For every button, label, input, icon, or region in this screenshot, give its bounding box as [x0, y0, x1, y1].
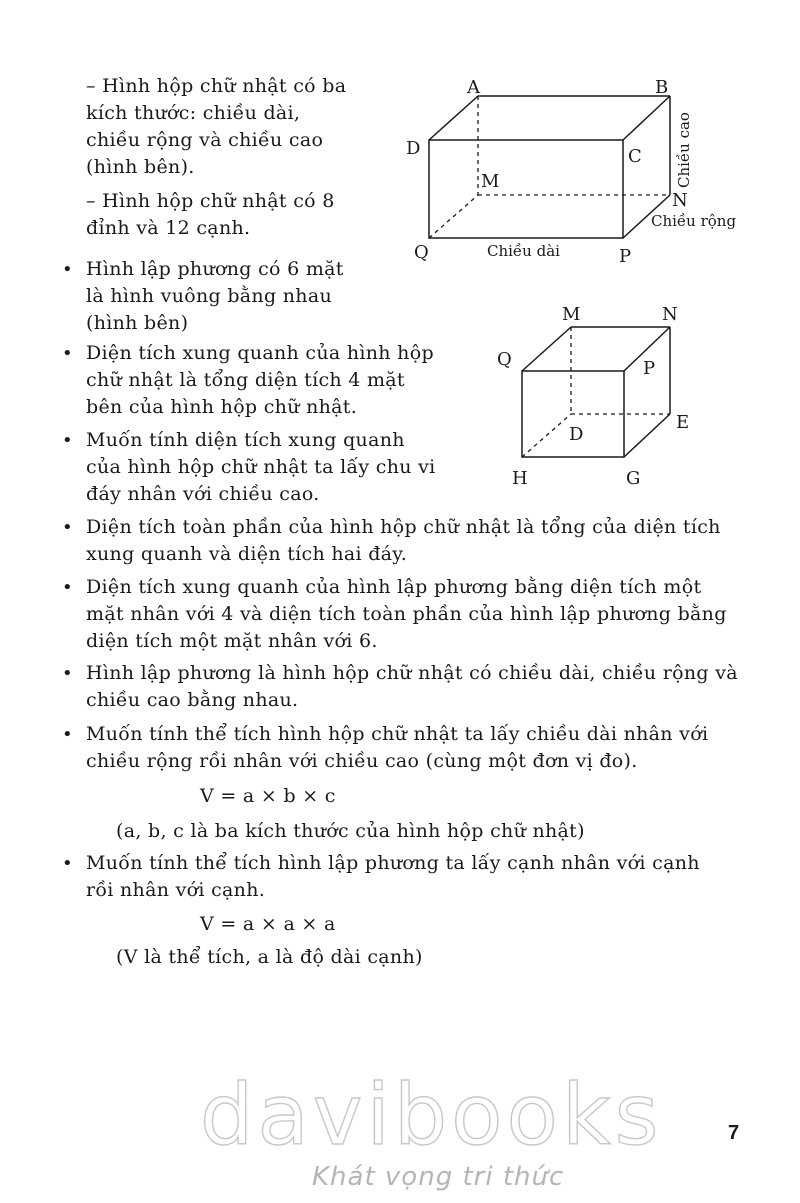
- bullet-cube-is-box: Hình lập phương là hình hộp chữ nhật có chiều dài, chiều rộng và chiều cao bằng nhau.: [86, 662, 738, 711]
- watermark-tagline: Khát vọng tri thức: [312, 1162, 565, 1192]
- formula-cube-note: (V là thể tích, a là độ dài cạnh): [116, 946, 423, 968]
- bullet-marker: •: [62, 517, 73, 538]
- bullet-box-total-area: Diện tích toàn phần của hình hộp chữ nhật là tổng của diện tích xung quanh và diện tích hai đáy.: [86, 516, 721, 565]
- page-number: 7: [728, 1122, 740, 1144]
- figure-rectangular-box: [400, 70, 760, 270]
- cube-vertex-H: H: [512, 468, 528, 489]
- bullet-box-volume-rule: Muốn tính thể tích hình hộp chữ nhật ta lấy chiều dài nhân với chiều rộng rồi nhân với chiều cao (cùng một đơn vị đo).: [86, 723, 709, 772]
- bullet-cube-volume-rule: Muốn tính thể tích hình lập phương ta lấy cạnh nhân với cạnh rồi nhân với cạnh.: [86, 852, 700, 901]
- box-label-height: Chiều cao: [675, 112, 693, 188]
- box-vertex-A: A: [467, 77, 480, 98]
- box-vertex-B: B: [655, 77, 669, 98]
- box-vertex-M: M: [481, 171, 500, 192]
- watermark-brand: davibooks: [200, 1066, 663, 1164]
- box-label-length: Chiều dài: [487, 242, 560, 260]
- box-vertex-N: N: [672, 190, 688, 211]
- intro-box-vertices-edges: – Hình hộp chữ nhật có 8 đỉnh và 12 cạnh.: [86, 190, 335, 239]
- bullet-marker: •: [62, 724, 73, 745]
- box-edge-CB: [623, 96, 670, 140]
- cube-hidden-edge-HD: [522, 414, 571, 457]
- bullet-marker: •: [62, 853, 73, 874]
- formula-box-volume: V = a × b × c: [200, 785, 336, 807]
- bullet-marker: •: [62, 430, 73, 451]
- bullet-marker: •: [62, 259, 73, 280]
- formula-box-note: (a, b, c là ba kích thước của hình hộp chữ nhật): [116, 820, 585, 842]
- box-vertex-P: P: [619, 246, 632, 267]
- cube-vertex-Q: Q: [497, 349, 512, 370]
- bullet-marker: •: [62, 343, 73, 364]
- cube-vertex-P: P: [643, 358, 656, 379]
- bullet-marker: •: [62, 663, 73, 684]
- bullet-box-lateral-area-rule: Muốn tính diện tích xung quanh của hình hộp chữ nhật ta lấy chu vi đáy nhân với chiều cao.: [86, 429, 436, 505]
- intro-box-dimensions: – Hình hộp chữ nhật có ba kích thước: chiều dài, chiều rộng và chiều cao (hình bên).: [86, 75, 347, 178]
- cube-vertex-D: D: [569, 424, 584, 445]
- box-edge-DA: [429, 96, 478, 140]
- box-front-face: [429, 140, 623, 238]
- cube-edge-QM: [522, 327, 571, 371]
- bullet-marker: •: [62, 577, 73, 598]
- cube-vertex-E: E: [676, 412, 690, 433]
- figure-cube: [490, 295, 710, 495]
- bullet-box-lateral-area-def: Diện tích xung quanh của hình hộp chữ nhật là tổng diện tích 4 mặt bên của hình hộp chữ nhật.: [86, 342, 434, 418]
- box-label-width: Chiều rộng: [651, 212, 737, 230]
- box-vertex-D: D: [406, 138, 421, 159]
- cube-edge-GE: [624, 414, 670, 457]
- cube-vertex-N: N: [662, 304, 678, 325]
- cube-vertex-G: G: [626, 468, 641, 489]
- formula-cube-volume: V = a × a × a: [200, 913, 336, 935]
- bullet-cube-areas: Diện tích xung quanh của hình lập phương bằng diện tích một mặt nhân với 4 và diện tích toàn phần của hình lập phương bằng diện tích một mặt nhân với 6.: [86, 576, 727, 652]
- box-hidden-edge-QM: [429, 195, 478, 238]
- box-vertex-Q: Q: [414, 242, 429, 263]
- bullet-cube-faces: Hình lập phương có 6 mặt là hình vuông bằng nhau (hình bên): [86, 258, 344, 334]
- box-vertex-C: C: [628, 146, 642, 167]
- cube-vertex-M: M: [562, 304, 581, 325]
